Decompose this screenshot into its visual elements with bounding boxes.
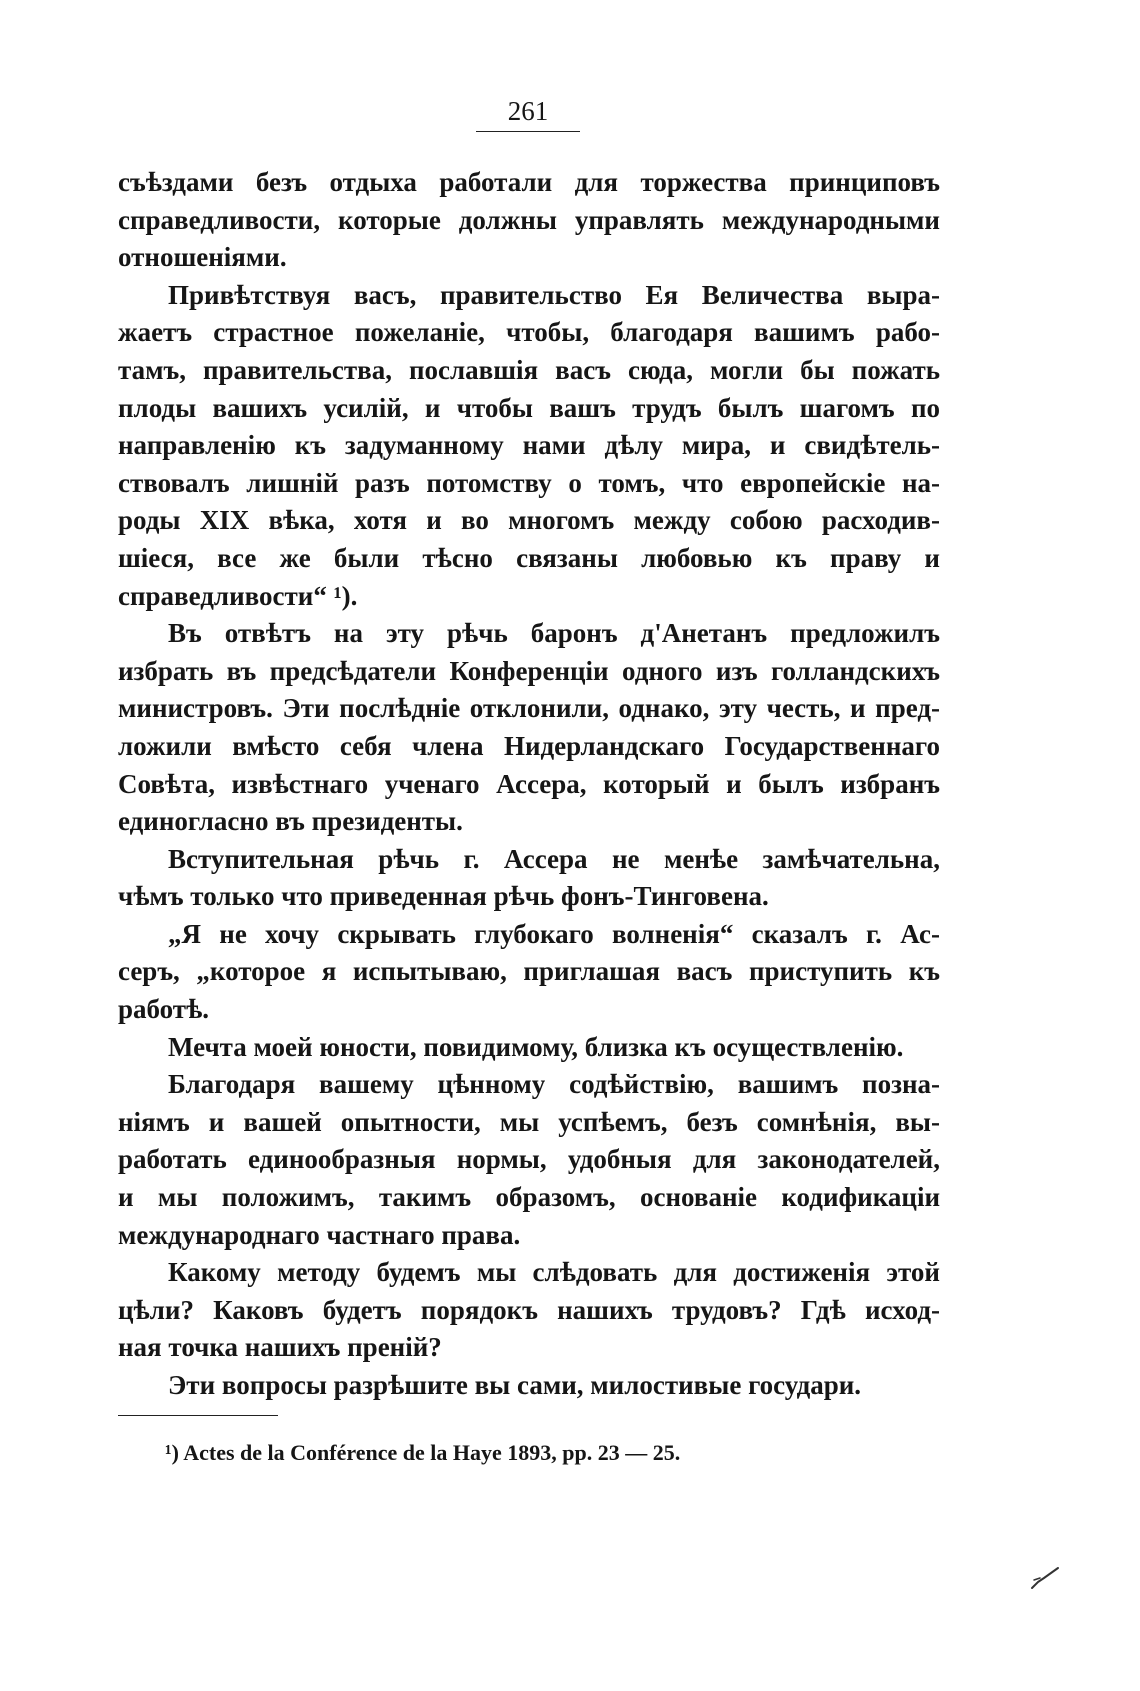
pen-stroke-mark [1030, 1566, 1060, 1590]
text-line: ствовалъ лишній разъ потомству о томъ, что европейскіе на- [118, 467, 940, 498]
text-line: цѣли? Каковъ будетъ порядокъ нашихъ трудовъ? Гдѣ исход- [118, 1294, 940, 1325]
text-line: тамъ, правительства, пославшія васъ сюда, могли бы пожать [118, 354, 940, 385]
paragraph [118, 1367, 940, 1405]
body-text [118, 164, 940, 1405]
text-line: работѣ. [118, 994, 210, 1025]
text-line: съѣздами безъ отдыха работали для торжества принциповъ [118, 167, 940, 197]
text-line: серъ, „которое я испытываю, приглашая васъ приступить къ [118, 956, 940, 987]
paragraph [118, 1254, 940, 1367]
text-line: Въ отвѣтъ на эту рѣчь баронъ д'Анетанъ предложилъ [168, 618, 940, 649]
paragraph [118, 164, 940, 277]
text-line: справедливости, которые должны управлять международными [118, 204, 940, 235]
text-line: ложили вмѣсто себя члена Нидерландскаго Государственнаго [118, 730, 940, 761]
paragraph [118, 841, 940, 916]
text-line: плоды вашихъ усилій, и чтобы вашъ трудъ былъ шагомъ по [118, 392, 940, 423]
text-line: Мечта моей юности, повидимому, близка къ осуществленію. [168, 1031, 904, 1062]
footnote-rule [118, 1415, 278, 1416]
text-line: избрать въ предсѣдатели Конференціи одного изъ голландскихъ [118, 655, 940, 686]
text-line: международнаго частнаго права. [118, 1219, 521, 1250]
text-line: „Я не хочу скрывать глубокаго волненія“ сказалъ г. Ас- [168, 918, 940, 949]
text-line: работать единообразныя нормы, удобныя для законодателей, [118, 1144, 940, 1175]
page-number: 261 [507, 96, 549, 126]
text-line: Привѣтствуя васъ, правительство Ея Величества выра- [168, 279, 940, 310]
text-line: Вступительная рѣчь г. Ассера не менѣе замѣчательна, [168, 843, 940, 874]
paragraph [118, 916, 940, 1029]
text-line: ніямъ и вашей опытности, мы успѣемъ, безъ сомнѣнія, вы- [118, 1106, 940, 1137]
text-line: Благодаря вашему цѣнному содѣйствію, вашимъ позна- [168, 1069, 940, 1100]
text-line: шіеся, все же были тѣсно связаны любовью къ праву и [118, 542, 940, 573]
text-line: Какому методу будемъ мы слѣдовать для достиженія этой [168, 1257, 940, 1288]
text-line: роды XIX вѣка, хотя и во многомъ между собою расходив- [118, 505, 940, 536]
paragraph [118, 615, 940, 841]
footnote [165, 1438, 680, 1468]
text-line: отношеніями. [118, 242, 287, 273]
text-line: направленію къ задуманному нами дѣлу мира, и свидѣтель- [118, 430, 940, 461]
header-rule [476, 131, 580, 132]
text-line: министровъ. Эти послѣдніе отклонили, однако, эту честь, и пред- [118, 693, 940, 724]
footnote-marker: ¹) [165, 1440, 179, 1465]
text-line: чѣмъ только что приведенная рѣчь фонъ-Тинговена. [118, 881, 769, 912]
text-line: жаетъ страстное пожеланіе, чтобы, благодаря вашимъ рабо- [118, 317, 940, 348]
paragraph [118, 1029, 940, 1067]
text-line: Эти вопросы разрѣшите вы сами, милостивые государи. [168, 1370, 862, 1400]
text-line: Совѣта, извѣстнаго ученаго Ассера, который и былъ избранъ [118, 768, 940, 799]
text-line: единогласно въ президенты. [118, 806, 463, 837]
footnote-text: Actes de la Conférence de la Haye 1893, pp. 23 — 25. [183, 1440, 681, 1465]
text-line: ная точка нашихъ преній? [118, 1332, 442, 1363]
paragraph [118, 277, 940, 615]
text-line: и мы положимъ, такимъ образомъ, основаніе кодификаціи [118, 1182, 940, 1213]
paragraph [118, 1066, 940, 1254]
text-line: справедливости“ ¹). [118, 580, 358, 611]
